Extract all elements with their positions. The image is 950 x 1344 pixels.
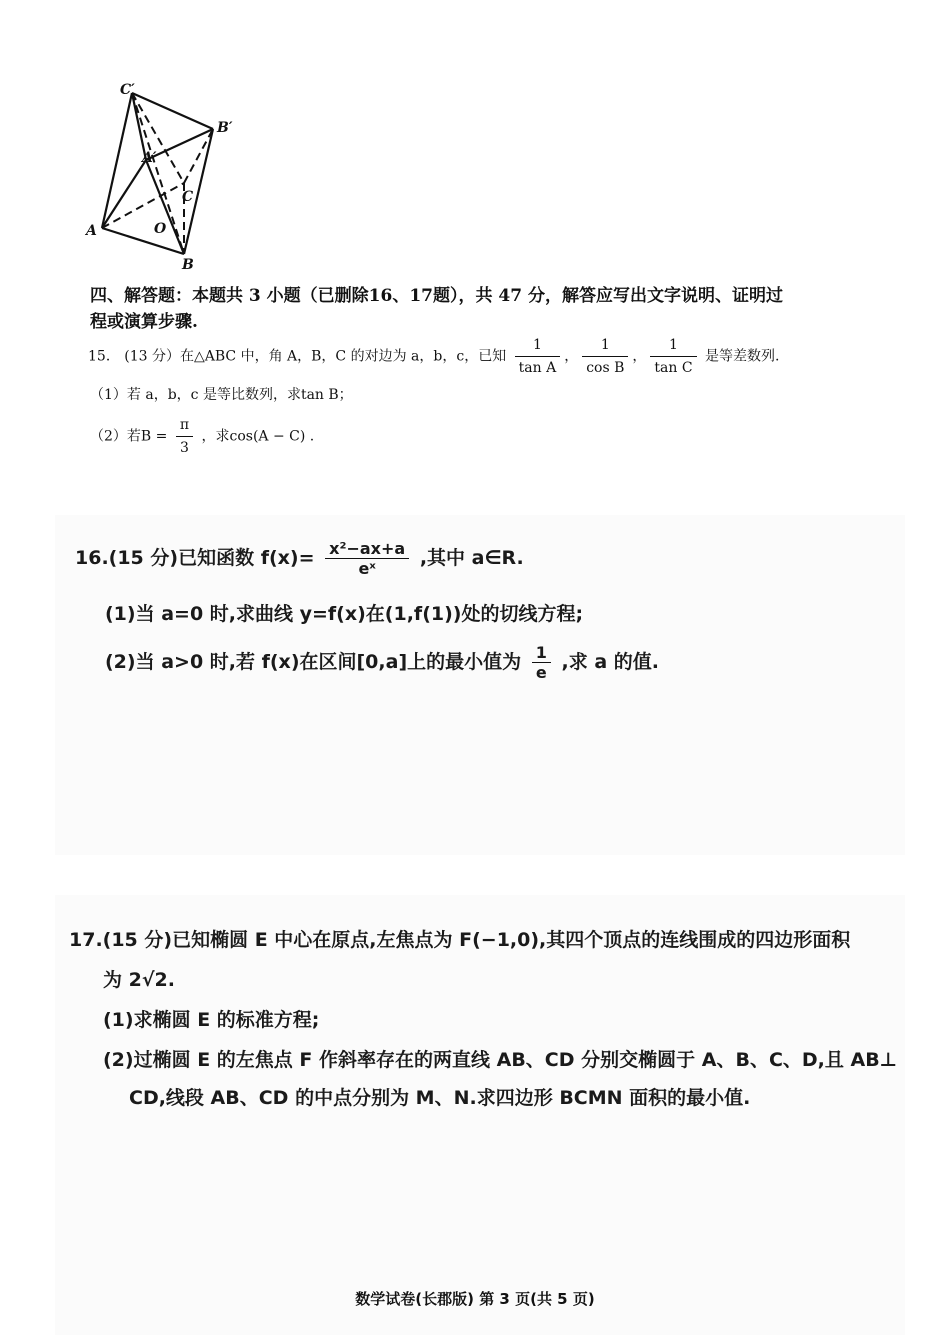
section-heading-line2: 程或演算步骤. (90, 312, 198, 332)
page-footer: 数学试卷(长郡版) 第 3 页(共 5 页) (355, 1290, 595, 1308)
q16-function-fraction: $\frac{\text{x²−ax+a}}{\text{eˣ}}$ (325, 539, 409, 578)
q16-part2: (2)当 a>0 时,若 f(x)在区间[0,a]上的最小值为 $\frac{1}{e}$ ,求 a 的值. (105, 643, 660, 682)
prism-diagram (80, 78, 250, 273)
label-b: B (182, 257, 194, 273)
prism-figure (80, 78, 250, 273)
label-a: A (86, 223, 97, 239)
q17-line1: 17.(15 分)已知椭圆 E 中心在原点,左焦点为 F(−1,0),其四个顶点的连线围成的四边形面积 (69, 929, 851, 951)
question-17-scan (55, 895, 905, 1335)
label-c-prime: C′ (120, 82, 135, 98)
q15-stem-prefix: 15． (13 分）在△ABC 中，角 A，B，C 的对边为 a，b，c，已知 (88, 348, 507, 365)
q17-part1: (1)求椭圆 E 的标准方程; (103, 1009, 320, 1031)
label-c: C (182, 189, 194, 205)
q17-part2-line2: CD,线段 AB、CD 的中点分别为 M、N.求四边形 BCMN 面积的最小值. (129, 1087, 751, 1109)
q15-frac-cosB: $\frac{1}{\text{cos B}}$ (582, 334, 628, 379)
q15-part1: （1）若 a，b，c 是等比数列，求tan B； (90, 387, 353, 403)
q15-frac-tanA: $\frac{1}{\text{tan A}}$ (515, 334, 561, 379)
question-16-scan (55, 515, 905, 855)
label-a-prime: A′ (142, 150, 157, 166)
label-o: O (154, 221, 167, 237)
q15-stem-suffix: 是等差数列. (705, 348, 780, 365)
q16-frac-1-e: $\frac{1}{e}$ (532, 643, 551, 682)
q15-part2: （2）若B = $\frac{\pi}{3}$ ，求cos(A − C) . (90, 414, 314, 459)
q15-frac-pi3: $\frac{\pi}{3}$ (176, 414, 193, 459)
q17-part2-line1: (2)过椭圆 E 的左焦点 F 作斜率存在的两直线 AB、CD 分别交椭圆于 A、B、C、D,且 AB⊥ (103, 1049, 898, 1071)
q17-line2: 为 2√2. (103, 969, 175, 991)
q16-part1: (1)当 a=0 时,求曲线 y=f(x)在(1,f(1))处的切线方程; (105, 603, 584, 625)
q15-stem: 15． (13 分）在△ABC 中，角 A，B，C 的对边为 a，b，c，已知 $\frac{1}{\text{tan A}}$ ， $\frac{1}{\text{cos B}}$ ， $\frac{1}{\text{tan C}}$ 是等差数列. (88, 334, 779, 379)
section-heading (90, 283, 870, 335)
section-heading-line1: 四、解答题：本题共 3 小题（已删除16、17题），共 47 分，解答应写出文字说明、证明过 (90, 286, 783, 306)
q15-frac-tanC: $\frac{1}{\text{tan C}}$ (650, 334, 696, 379)
label-b-prime: B′ (217, 120, 233, 136)
q16-stem: 16.(15 分)已知函数 f(x)= $\frac{\text{x²−ax+a}}{\text{eˣ}}$ ,其中 a∈R. (75, 539, 524, 578)
